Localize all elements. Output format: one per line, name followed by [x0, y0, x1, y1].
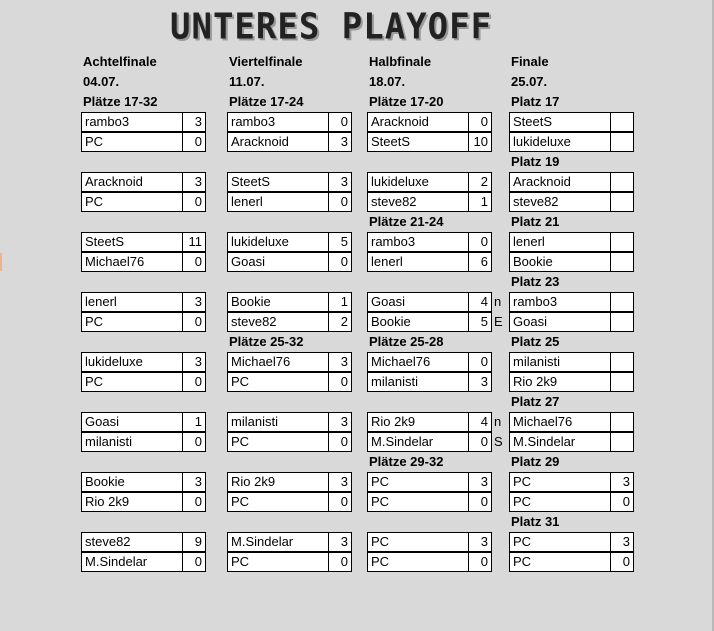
player-cell[interactable]: SteetS [227, 172, 328, 192]
group-label: Plätze 25-28 [369, 334, 444, 349]
player-cell[interactable]: Rio 2k9 [367, 412, 468, 432]
round-date-finale: 25.07. [511, 74, 548, 89]
score-cell[interactable]: 0 [328, 552, 352, 572]
round-name-halbfinale: Halbfinale [369, 54, 432, 69]
achtelfinale-match [81, 232, 206, 272]
player-cell[interactable]: milanisti [81, 432, 182, 452]
player-cell[interactable]: Goasi [81, 412, 182, 432]
score-cell[interactable]: 0 [328, 192, 352, 212]
score-cell[interactable]: 3 [182, 352, 206, 372]
match-row [227, 112, 352, 132]
group-label: Platz 27 [511, 394, 560, 409]
player-cell[interactable]: rambo3 [367, 232, 468, 252]
match-row [367, 532, 492, 552]
score-cell[interactable]: 11 [182, 232, 206, 252]
score-cell[interactable]: 3 [610, 532, 634, 552]
score-cell[interactable]: 0 [182, 192, 206, 212]
player-cell[interactable]: Michael76 [509, 412, 610, 432]
player-cell[interactable]: rambo3 [227, 112, 328, 132]
match-row [367, 352, 492, 372]
match-row [81, 492, 206, 512]
player-cell[interactable]: lenerl [367, 252, 468, 272]
player-cell[interactable]: PC [509, 472, 610, 492]
finale-match [509, 352, 634, 392]
player-cell[interactable]: Aracknoid [81, 172, 182, 192]
match-row [509, 172, 634, 192]
achtelfinale-match [81, 292, 206, 332]
score-cell[interactable]: 3 [182, 172, 206, 192]
score-cell[interactable]: 0 [182, 432, 206, 452]
score-cell[interactable] [610, 112, 634, 132]
finale-match [509, 412, 634, 452]
halbfinale-match [367, 232, 492, 272]
group-label: Platz 19 [511, 154, 560, 169]
player-cell[interactable]: lenerl [81, 292, 182, 312]
match-row [81, 372, 206, 392]
player-cell[interactable]: Aracknoid [509, 172, 610, 192]
player-cell[interactable]: SteetS [81, 232, 182, 252]
match-row [509, 552, 634, 572]
match-row [367, 192, 492, 212]
score-cell[interactable] [610, 352, 634, 372]
group-label: Platz 29 [511, 454, 560, 469]
match-row [509, 132, 634, 152]
achtelfinale-match [81, 532, 206, 572]
player-cell[interactable]: PC [509, 552, 610, 572]
halbfinale-match [367, 172, 492, 212]
score-cell[interactable]: 6 [468, 252, 492, 272]
round-date-viertelfinale: 11.07. [229, 74, 265, 89]
score-cell[interactable]: 3 [328, 532, 352, 552]
player-cell[interactable]: PC [227, 492, 328, 512]
viertelfinale-match [227, 532, 352, 572]
score-cell[interactable] [610, 372, 634, 392]
score-cell[interactable]: 0 [328, 372, 352, 392]
score-cell[interactable]: 3 [182, 292, 206, 312]
score-cell[interactable]: 0 [182, 252, 206, 272]
match-row [81, 112, 206, 132]
player-cell[interactable]: PC [81, 192, 182, 212]
player-cell[interactable]: lenerl [509, 232, 610, 252]
round-name-achtelfinale: Achtelfinale [83, 54, 157, 69]
group-label: Plätze 25-32 [229, 334, 304, 349]
score-cell[interactable]: 3 [328, 172, 352, 192]
match-row [81, 312, 206, 332]
match-row [509, 292, 634, 312]
score-cell[interactable] [610, 232, 634, 252]
score-cell[interactable] [610, 172, 634, 192]
player-cell[interactable]: M.Sindelar [81, 552, 182, 572]
halbfinale-match [367, 112, 492, 152]
player-cell[interactable]: SteetS [509, 112, 610, 132]
match-row [367, 412, 492, 432]
group-label: Plätze 17-20 [369, 94, 444, 109]
score-cell[interactable]: 1 [468, 192, 492, 212]
score-cell[interactable] [610, 132, 634, 152]
score-cell[interactable] [610, 252, 634, 272]
score-cell[interactable]: 0 [182, 552, 206, 572]
finale-match [509, 232, 634, 272]
player-cell[interactable]: PC [367, 552, 468, 572]
round-date-achtelfinale: 04.07. [83, 74, 120, 89]
player-cell[interactable]: Goasi [227, 252, 328, 272]
player-cell[interactable]: Bookie [81, 472, 182, 492]
score-cell[interactable] [610, 432, 634, 452]
row-marker [0, 253, 6, 271]
halbfinale-match [367, 412, 492, 452]
side-mark: n [494, 414, 502, 429]
score-cell[interactable]: 9 [182, 532, 206, 552]
score-cell[interactable]: 5 [328, 232, 352, 252]
score-cell[interactable]: 0 [328, 112, 352, 132]
group-label: Platz 23 [511, 274, 560, 289]
player-cell[interactable]: milanisti [227, 412, 328, 432]
match-row [227, 192, 352, 212]
score-cell[interactable]: 3 [610, 472, 634, 492]
halbfinale-match [367, 292, 492, 332]
player-cell[interactable]: steve82 [81, 532, 182, 552]
match-row [367, 552, 492, 572]
match-row [509, 312, 634, 332]
match-row [227, 172, 352, 192]
player-cell[interactable]: PC [367, 472, 468, 492]
match-row [227, 532, 352, 552]
score-cell[interactable]: 0 [182, 492, 206, 512]
match-row [227, 292, 352, 312]
achtelfinale-match [81, 172, 206, 212]
player-cell[interactable]: lenerl [227, 192, 328, 212]
player-cell[interactable]: SteetS [367, 132, 468, 152]
match-row [81, 552, 206, 572]
match-row [509, 372, 634, 392]
score-cell[interactable]: 0 [182, 312, 206, 332]
round-name-viertelfinale: Viertelfinale [229, 54, 303, 69]
score-cell[interactable]: 0 [182, 372, 206, 392]
player-cell[interactable]: PC [81, 312, 182, 332]
match-row [81, 172, 206, 192]
match-row [227, 372, 352, 392]
player-cell[interactable]: Michael76 [81, 252, 182, 272]
score-cell[interactable]: 1 [182, 412, 206, 432]
halbfinale-match [367, 532, 492, 572]
match-row [509, 532, 634, 552]
match-row [81, 132, 206, 152]
match-row [81, 252, 206, 272]
match-row [509, 112, 634, 132]
score-cell[interactable] [610, 312, 634, 332]
score-cell[interactable]: 0 [328, 252, 352, 272]
player-cell[interactable]: Michael76 [227, 352, 328, 372]
score-cell[interactable] [610, 412, 634, 432]
achtelfinale-match [81, 352, 206, 392]
player-cell[interactable]: M.Sindelar [367, 432, 468, 452]
score-cell[interactable]: 3 [328, 472, 352, 492]
match-row [227, 472, 352, 492]
match-row [81, 532, 206, 552]
score-cell[interactable]: 4 [468, 412, 492, 432]
viertelfinale-match [227, 412, 352, 452]
finale-match [509, 292, 634, 332]
player-cell[interactable]: PC [509, 492, 610, 512]
player-cell[interactable]: lukideluxe [367, 172, 468, 192]
match-row [227, 252, 352, 272]
player-cell[interactable]: PC [227, 372, 328, 392]
viertelfinale-match [227, 292, 352, 332]
match-row [367, 372, 492, 392]
player-cell[interactable]: Rio 2k9 [509, 372, 610, 392]
match-row [367, 112, 492, 132]
group-label: Plätze 21-24 [369, 214, 444, 229]
score-cell[interactable]: 3 [468, 532, 492, 552]
player-cell[interactable]: PC [367, 492, 468, 512]
group-label: Platz 21 [511, 214, 560, 229]
score-cell[interactable] [610, 292, 634, 312]
viertelfinale-match [227, 232, 352, 272]
match-row [81, 412, 206, 432]
viertelfinale-match [227, 112, 352, 152]
player-cell[interactable]: M.Sindelar [509, 432, 610, 452]
finale-match [509, 112, 634, 152]
score-cell[interactable]: 0 [468, 112, 492, 132]
group-label: Platz 17 [511, 94, 560, 109]
match-row [367, 492, 492, 512]
score-cell[interactable]: 5 [468, 312, 492, 332]
finale-match [509, 172, 634, 212]
player-cell[interactable]: lukideluxe [509, 132, 610, 152]
player-cell[interactable]: Goasi [367, 292, 468, 312]
match-row [367, 232, 492, 252]
score-cell[interactable]: 0 [328, 432, 352, 452]
achtelfinale-match [81, 412, 206, 452]
score-cell[interactable]: 10 [468, 132, 492, 152]
match-row [227, 352, 352, 372]
score-cell[interactable]: 2 [468, 172, 492, 192]
player-cell[interactable]: Rio 2k9 [227, 472, 328, 492]
match-row [81, 232, 206, 252]
achtelfinale-match [81, 112, 206, 152]
match-row [367, 432, 492, 452]
player-cell[interactable]: rambo3 [81, 112, 182, 132]
group-label: Platz 31 [511, 514, 560, 529]
score-cell[interactable]: 1 [328, 292, 352, 312]
player-cell[interactable]: PC [81, 132, 182, 152]
match-row [509, 492, 634, 512]
score-cell[interactable]: 3 [328, 352, 352, 372]
group-label: Platz 25 [511, 334, 560, 349]
halbfinale-match [367, 352, 492, 392]
player-cell[interactable]: PC [509, 532, 610, 552]
viertelfinale-match [227, 352, 352, 392]
player-cell[interactable]: Goasi [509, 312, 610, 332]
score-cell[interactable]: 3 [328, 412, 352, 432]
player-cell[interactable]: milanisti [367, 372, 468, 392]
player-cell[interactable]: lukideluxe [227, 232, 328, 252]
match-row [509, 412, 634, 432]
player-cell[interactable]: rambo3 [509, 292, 610, 312]
player-cell[interactable]: PC [81, 372, 182, 392]
match-row [227, 132, 352, 152]
side-mark: S [494, 434, 503, 449]
match-row [227, 412, 352, 432]
group-label: Plätze 17-32 [83, 94, 158, 109]
match-row [81, 432, 206, 452]
player-cell[interactable]: milanisti [509, 352, 610, 372]
viertelfinale-match [227, 472, 352, 512]
match-row [367, 472, 492, 492]
match-row [227, 432, 352, 452]
match-row [227, 552, 352, 572]
score-cell[interactable]: 3 [182, 472, 206, 492]
score-cell[interactable]: 0 [610, 552, 634, 572]
finale-match [509, 532, 634, 572]
side-mark: E [494, 314, 503, 329]
score-cell[interactable]: 4 [468, 292, 492, 312]
score-cell[interactable]: 3 [468, 472, 492, 492]
score-cell[interactable] [610, 192, 634, 212]
match-row [509, 192, 634, 212]
player-cell[interactable]: Aracknoid [227, 132, 328, 152]
player-cell[interactable]: Bookie [509, 252, 610, 272]
round-name-finale: Finale [511, 54, 549, 69]
match-row [509, 232, 634, 252]
match-row [367, 292, 492, 312]
score-cell[interactable]: 0 [468, 352, 492, 372]
score-cell[interactable]: 2 [328, 312, 352, 332]
player-cell[interactable]: steve82 [509, 192, 610, 212]
score-cell[interactable]: 0 [610, 492, 634, 512]
player-cell[interactable]: PC [367, 532, 468, 552]
score-cell[interactable]: 0 [468, 232, 492, 252]
round-date-halbfinale: 18.07. [369, 74, 406, 89]
match-row [367, 132, 492, 152]
score-cell[interactable]: 0 [468, 432, 492, 452]
match-row [367, 312, 492, 332]
match-row [81, 472, 206, 492]
match-row [81, 192, 206, 212]
score-cell[interactable]: 0 [182, 132, 206, 152]
match-row [509, 252, 634, 272]
viertelfinale-match [227, 172, 352, 212]
match-row [367, 172, 492, 192]
side-mark: n [494, 294, 502, 309]
player-cell[interactable]: steve82 [227, 312, 328, 332]
player-cell[interactable]: PC [227, 552, 328, 572]
player-cell[interactable]: Rio 2k9 [81, 492, 182, 512]
match-row [227, 312, 352, 332]
player-cell[interactable]: M.Sindelar [227, 532, 328, 552]
player-cell[interactable]: lukideluxe [81, 352, 182, 372]
match-row [509, 352, 634, 372]
score-cell[interactable]: 3 [182, 112, 206, 132]
player-cell[interactable]: PC [227, 432, 328, 452]
achtelfinale-match [81, 472, 206, 512]
group-label: Plätze 17-24 [229, 94, 304, 109]
match-row [81, 292, 206, 312]
match-row [367, 252, 492, 272]
match-row [81, 352, 206, 372]
score-cell[interactable]: 0 [468, 492, 492, 512]
page-title: UNTERES PLAYOFF [170, 6, 493, 49]
score-cell[interactable]: 3 [468, 372, 492, 392]
score-cell[interactable]: 0 [328, 492, 352, 512]
group-label: Plätze 29-32 [369, 454, 444, 469]
match-row [227, 492, 352, 512]
finale-match [509, 472, 634, 512]
player-cell[interactable]: Bookie [367, 312, 468, 332]
match-row [227, 232, 352, 252]
player-cell[interactable]: steve82 [367, 192, 468, 212]
player-cell[interactable]: Bookie [227, 292, 328, 312]
halbfinale-match [367, 472, 492, 512]
score-cell[interactable]: 0 [468, 552, 492, 572]
score-cell[interactable]: 3 [328, 132, 352, 152]
player-cell[interactable]: Aracknoid [367, 112, 468, 132]
match-row [509, 472, 634, 492]
match-row [509, 432, 634, 452]
player-cell[interactable]: Michael76 [367, 352, 468, 372]
